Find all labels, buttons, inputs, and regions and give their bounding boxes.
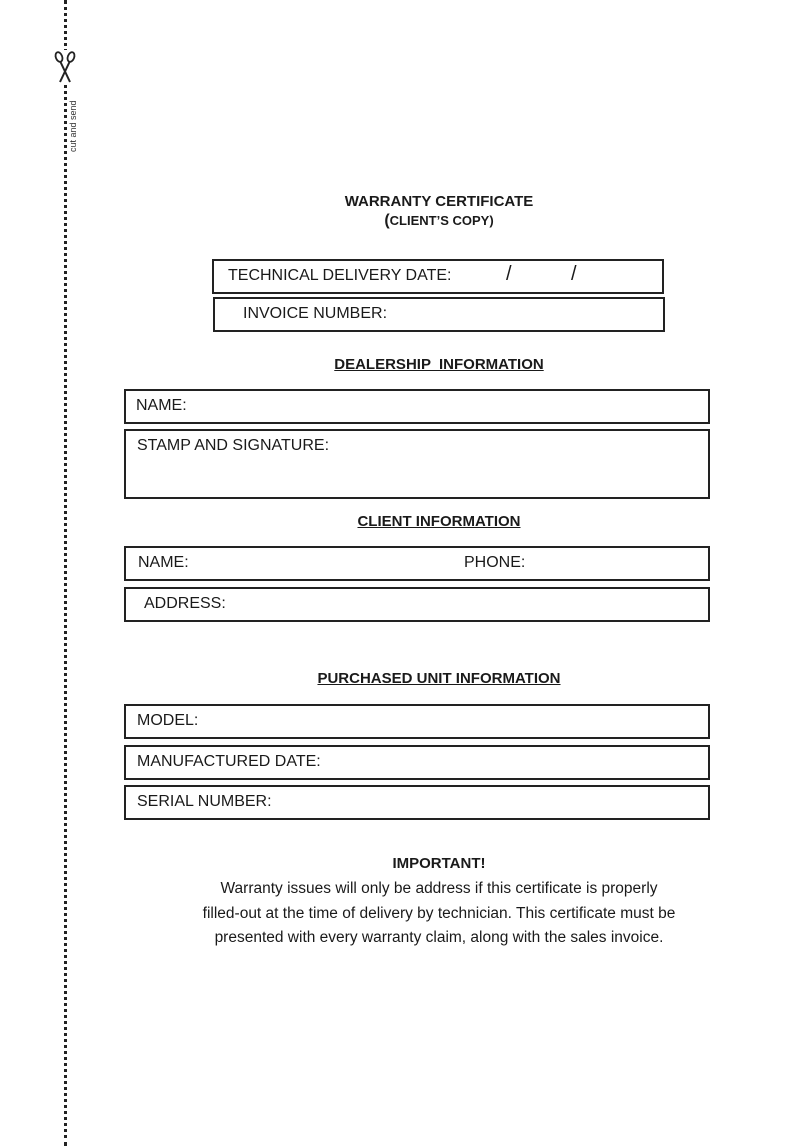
manufactured-date-label: MANUFACTURED DATE: [137, 753, 321, 770]
client-name-phone-field[interactable] [124, 546, 710, 581]
client-name-label: NAME: [138, 554, 189, 571]
notice-line: Warranty issues will only be address if this certificate is properly [220, 880, 658, 897]
stamp-signature-label: STAMP AND SIGNATURE: [137, 437, 330, 454]
client-heading: CLIENT INFORMATION [357, 513, 521, 530]
cut-line [64, 0, 67, 1146]
subtitle-open-paren: ( [384, 212, 390, 229]
important-heading: IMPORTANT! [392, 855, 486, 872]
unit-heading: PURCHASED UNIT INFORMATION [317, 670, 561, 687]
dealership-name-label: NAME: [136, 397, 187, 414]
client-address-label: ADDRESS: [144, 595, 226, 612]
cut-and-send-label: cut and send [68, 100, 78, 152]
certificate-title: WARRANTY CERTIFICATE [344, 193, 534, 210]
technical-delivery-date-field[interactable] [212, 259, 664, 294]
model-label: MODEL: [137, 712, 199, 729]
notice-line: presented with every warranty claim, along with the sales invoice. [214, 929, 664, 946]
scissors-icon [51, 50, 79, 84]
certificate-subtitle [240, 212, 638, 230]
dealership-name-field[interactable] [124, 389, 710, 424]
date-separator: / [571, 263, 577, 285]
serial-number-field[interactable] [124, 785, 710, 820]
client-phone-label: PHONE: [464, 554, 526, 571]
date-separator: / [506, 263, 512, 285]
manufactured-date-field[interactable] [124, 745, 710, 780]
subtitle-text: CLIENT’S COPY) [389, 213, 494, 228]
invoice-number-label: INVOICE NUMBER: [243, 305, 388, 322]
model-field[interactable] [124, 704, 710, 739]
invoice-number-field[interactable] [213, 297, 665, 332]
stamp-signature-field[interactable] [124, 429, 710, 499]
technical-delivery-date-label: TECHNICAL DELIVERY DATE: [228, 267, 452, 284]
serial-number-label: SERIAL NUMBER: [137, 793, 272, 810]
client-address-field[interactable] [124, 587, 710, 622]
dealership-heading: DEALERSHIP INFORMATION [334, 356, 544, 373]
notice-line: filled-out at the time of delivery by technician. This certificate must be [202, 905, 676, 922]
